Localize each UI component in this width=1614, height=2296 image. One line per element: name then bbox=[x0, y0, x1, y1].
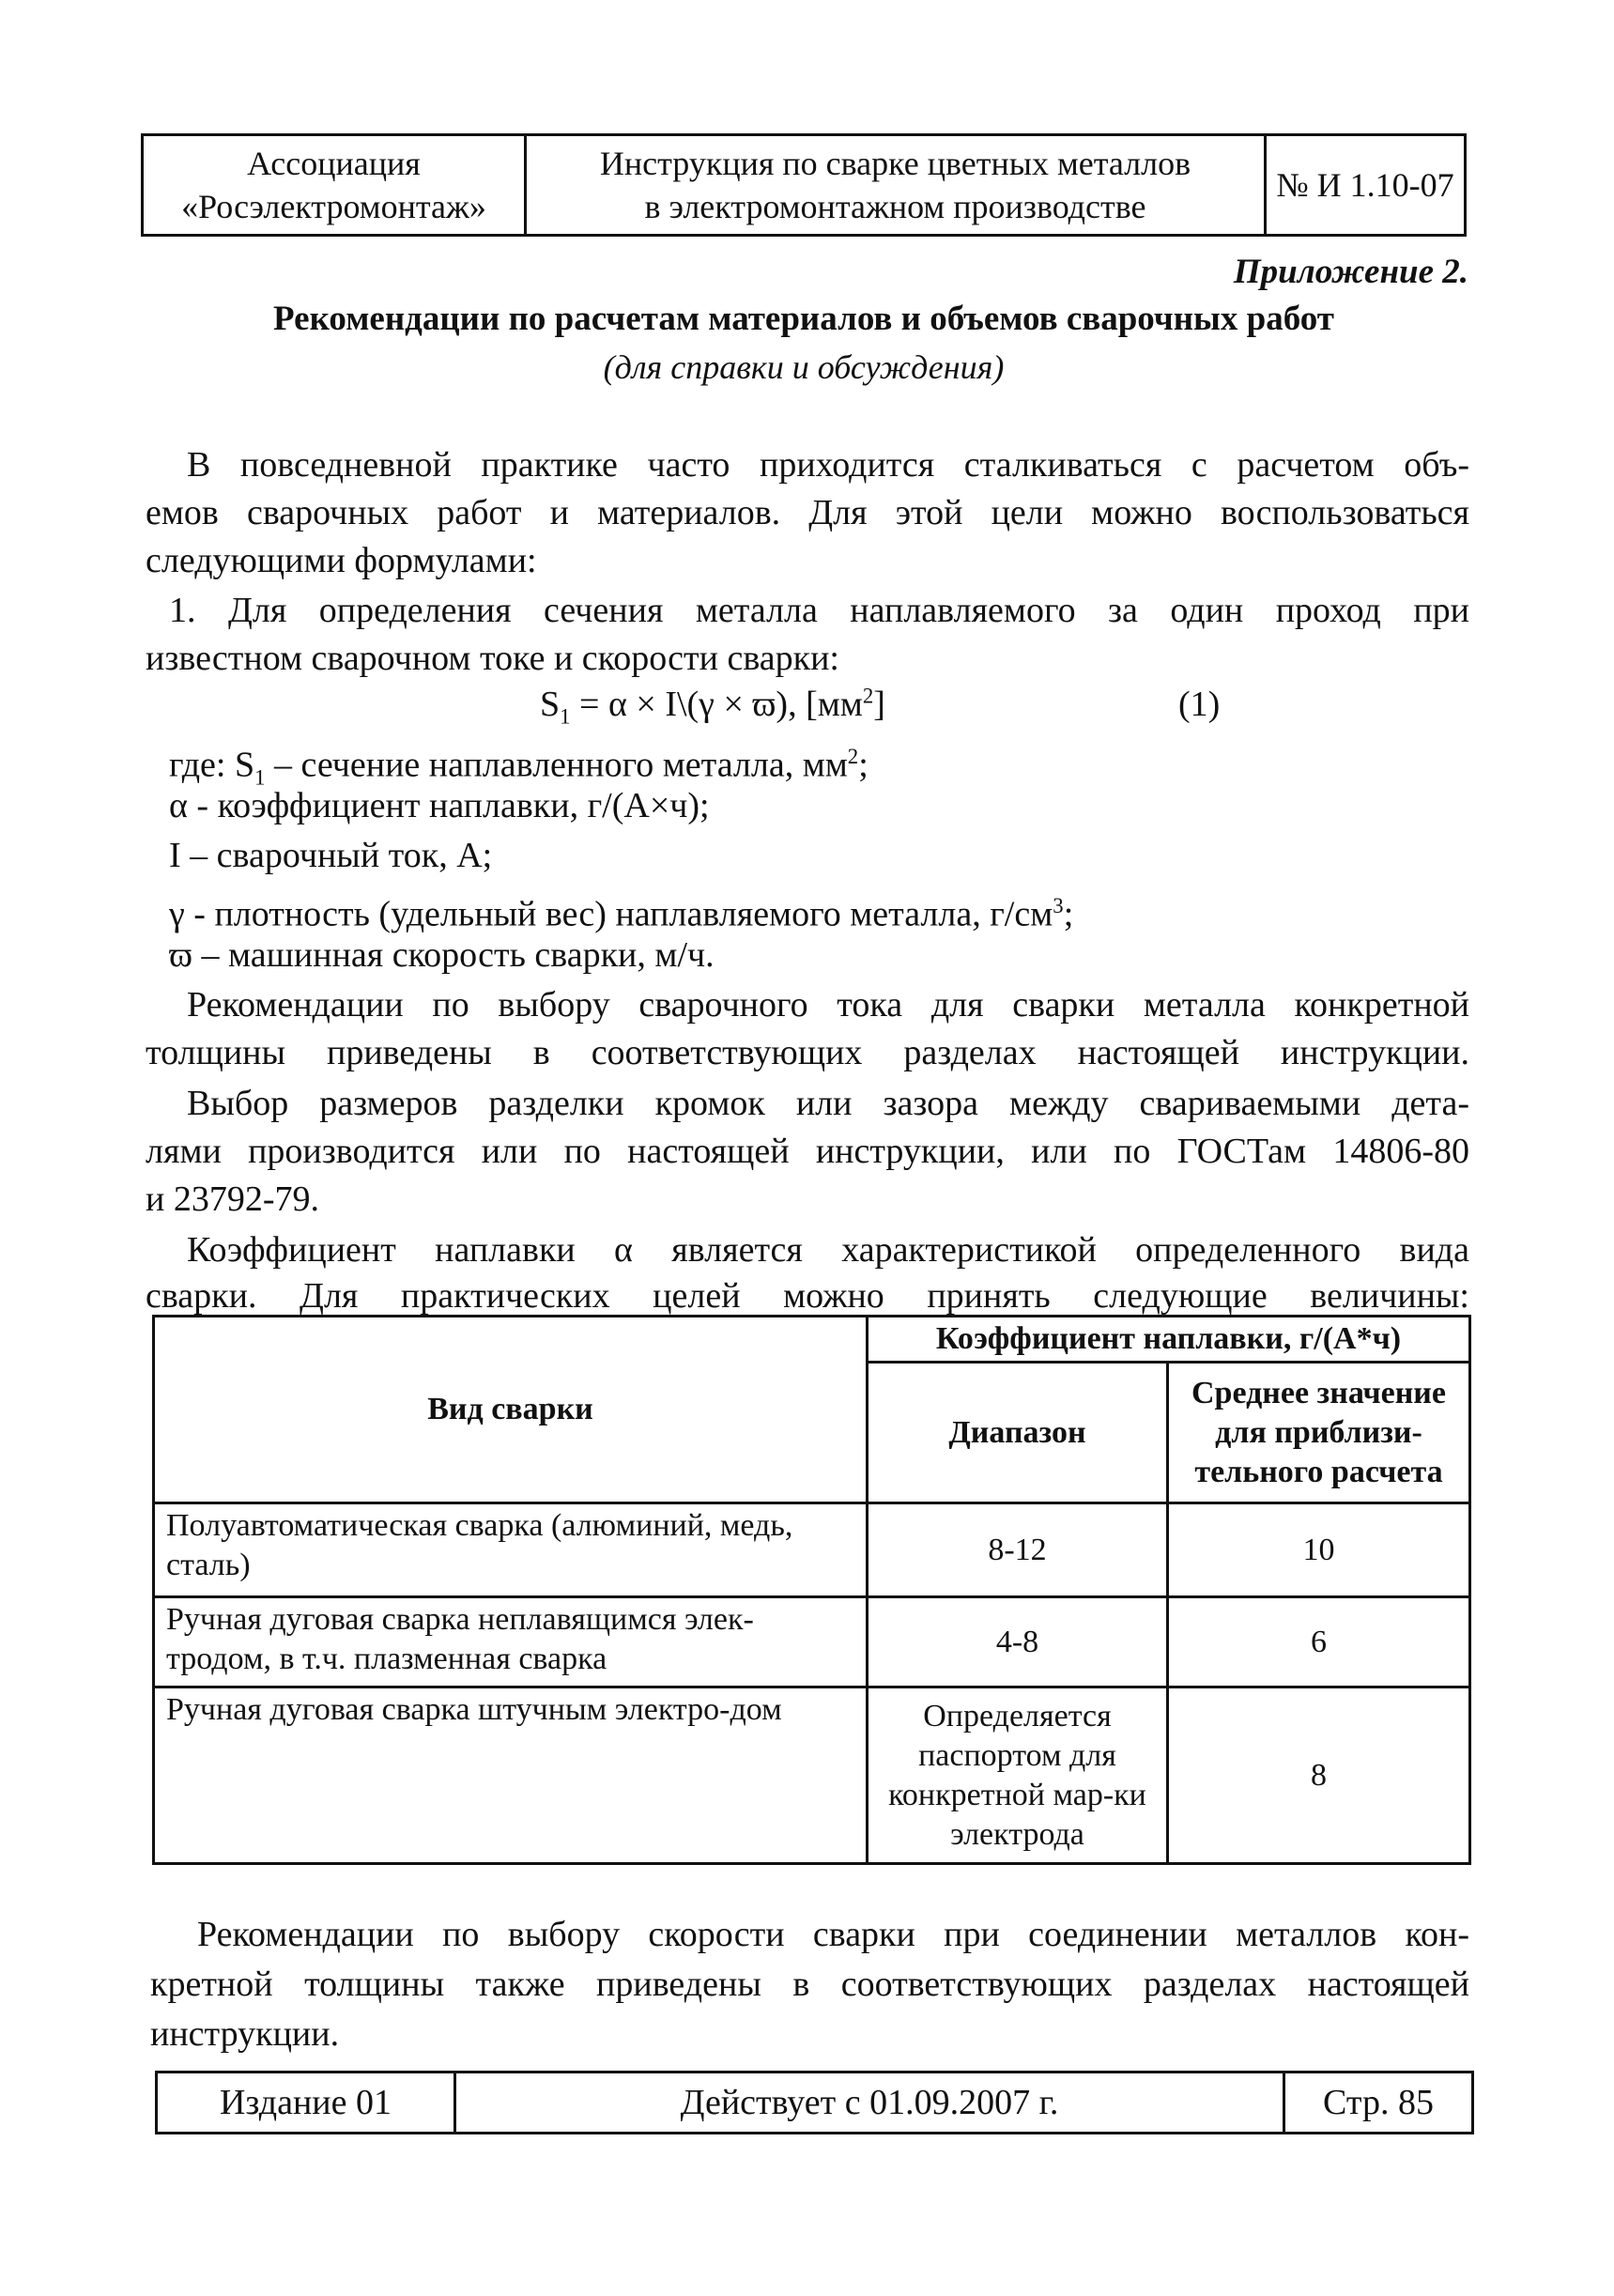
table-row bbox=[154, 1687, 1470, 1864]
edges-line-1: Выбор размеров разделки кромок или зазора между свариваемыми дета- bbox=[187, 1084, 1469, 1123]
def-gamma-sup: 3 bbox=[1053, 894, 1064, 917]
table-cell-range: 8-12 bbox=[868, 1503, 1168, 1597]
table-cell-type: Полуавтоматическая сварка (алюминий, медь, сталь) bbox=[154, 1503, 868, 1597]
section-subtitle: (для справки и обсуждения) bbox=[603, 348, 1005, 386]
header-document-title bbox=[527, 136, 1267, 234]
intro-line-3: следующими формулами: bbox=[146, 541, 537, 580]
section-title: Рекомендации по расчетам материалов и объемов сварочных работ bbox=[273, 300, 1334, 338]
item1-line-2: известном сварочном токе и скорости сварки: bbox=[146, 639, 839, 678]
rec-speed-line-1: Рекомендации по выбору скорости сварки при соединении металлов кон- bbox=[197, 1915, 1469, 1954]
formula-lhs-sub: 1 bbox=[560, 704, 571, 729]
col-header-average: Среднее значение для приблизи-тельного расчета bbox=[1168, 1363, 1470, 1503]
footer-edition: Издание 01 bbox=[158, 2073, 456, 2132]
edges-line-3: и 23792-79. bbox=[146, 1179, 319, 1219]
table-cell-average: 8 bbox=[1168, 1687, 1470, 1864]
intro-line-2: емов сварочных работ и материалов. Для этой цели можно воспользоваться bbox=[146, 493, 1469, 532]
footer-page-number: Стр. 85 bbox=[1323, 2083, 1434, 2122]
def-alpha: α - коэффициент наплавки, г/(А×ч); bbox=[169, 786, 710, 825]
header-document-number bbox=[1267, 136, 1464, 234]
table-row bbox=[154, 1503, 1470, 1597]
footer-effective-date: Действует с 01.09.2007 г. bbox=[456, 2073, 1285, 2132]
coef-line-1: Коэффициент наплавки α является характеристикой определенного вида bbox=[187, 1230, 1469, 1270]
rec-speed-line-2: кретной толщины также приведены в соответствующих разделах настоящей bbox=[150, 1965, 1469, 2004]
def-gamma-b: ; bbox=[1063, 894, 1074, 934]
col-header-type: Вид сварки bbox=[154, 1317, 868, 1503]
table-cell-range: 4-8 bbox=[868, 1597, 1168, 1687]
def-gamma-a: γ - плотность (удельный вес) наплавляемого металла, г/см bbox=[169, 894, 1053, 934]
def-speed: ϖ – машинная скорость сварки, м/ч. bbox=[169, 935, 715, 975]
col-header-group: Коэффициент наплавки, г/(А*ч) bbox=[868, 1317, 1470, 1363]
def-gamma bbox=[169, 882, 1073, 939]
org-line-1: Ассоциация bbox=[247, 145, 421, 182]
def-current: I – сварочный ток, А; bbox=[169, 836, 493, 875]
formula-rhs-sup: 2 bbox=[862, 684, 874, 708]
def-s1-sub: 1 bbox=[254, 765, 266, 790]
formula-lhs: S bbox=[540, 685, 561, 724]
appendix-label: Приложение 2. bbox=[1233, 253, 1468, 291]
def-s1-a: где: S bbox=[169, 745, 255, 785]
def-s1-c: ; bbox=[858, 745, 868, 785]
rec-current-line-2: толщины приведены в соответствующих разделах настоящей инструкции. bbox=[146, 1033, 1469, 1072]
def-s1-b: – сечение наплавленного металла, мм bbox=[265, 745, 848, 785]
footer-table bbox=[155, 2071, 1474, 2134]
table-cell-range: Определяется паспортом для конкретной мар-ки электрода bbox=[868, 1687, 1168, 1864]
item1-line-1: 1. Для определения сечения металла наплавляемого за один проход при bbox=[169, 591, 1469, 630]
org-line-2: «Росэлектромонтаж» bbox=[181, 188, 486, 225]
col-header-range: Диапазон bbox=[868, 1363, 1168, 1503]
header-organization bbox=[144, 136, 527, 234]
formula-rhs-end: ] bbox=[873, 685, 885, 724]
table-cell-average: 6 bbox=[1168, 1597, 1470, 1687]
formula-number: (1) bbox=[1178, 685, 1221, 724]
intro-line-1: В повседневной практике часто приходится сталкиваться с расчетом объ- bbox=[187, 445, 1469, 485]
header-table bbox=[141, 133, 1467, 237]
table-cell-type: Ручная дуговая сварка штучным электро-дом bbox=[154, 1687, 868, 1864]
table-header-row-1 bbox=[154, 1317, 1470, 1363]
formula-rhs: = α × I\(γ × ϖ), [мм bbox=[570, 685, 863, 724]
rec-speed-line-3: инструкции. bbox=[150, 2014, 340, 2054]
edges-line-2: лями производится или по настоящей инструкции, или по ГОСТам 14806-80 bbox=[146, 1132, 1469, 1171]
table-cell-type: Ручная дуговая сварка неплавящимся элек-тродом, в т.ч. плазменная сварка bbox=[154, 1597, 868, 1687]
rec-current-line-1: Рекомендации по выбору сварочного тока для сварки металла конкретной bbox=[187, 985, 1469, 1025]
welding-coefficient-table bbox=[152, 1315, 1471, 1865]
coef-line-2: сварки. Для практических целей можно принять следующие величины: bbox=[146, 1276, 1469, 1316]
formula bbox=[540, 684, 885, 730]
table-cell-average: 10 bbox=[1168, 1503, 1470, 1597]
doc-title-line-1: Инструкция по сварке цветных металлов bbox=[599, 145, 1191, 182]
table-row bbox=[154, 1597, 1470, 1687]
def-s1-sup: 2 bbox=[847, 745, 859, 768]
doc-number: № И 1.10-07 bbox=[1276, 166, 1454, 204]
doc-title-line-2: в электромонтажном производстве bbox=[644, 188, 1146, 225]
